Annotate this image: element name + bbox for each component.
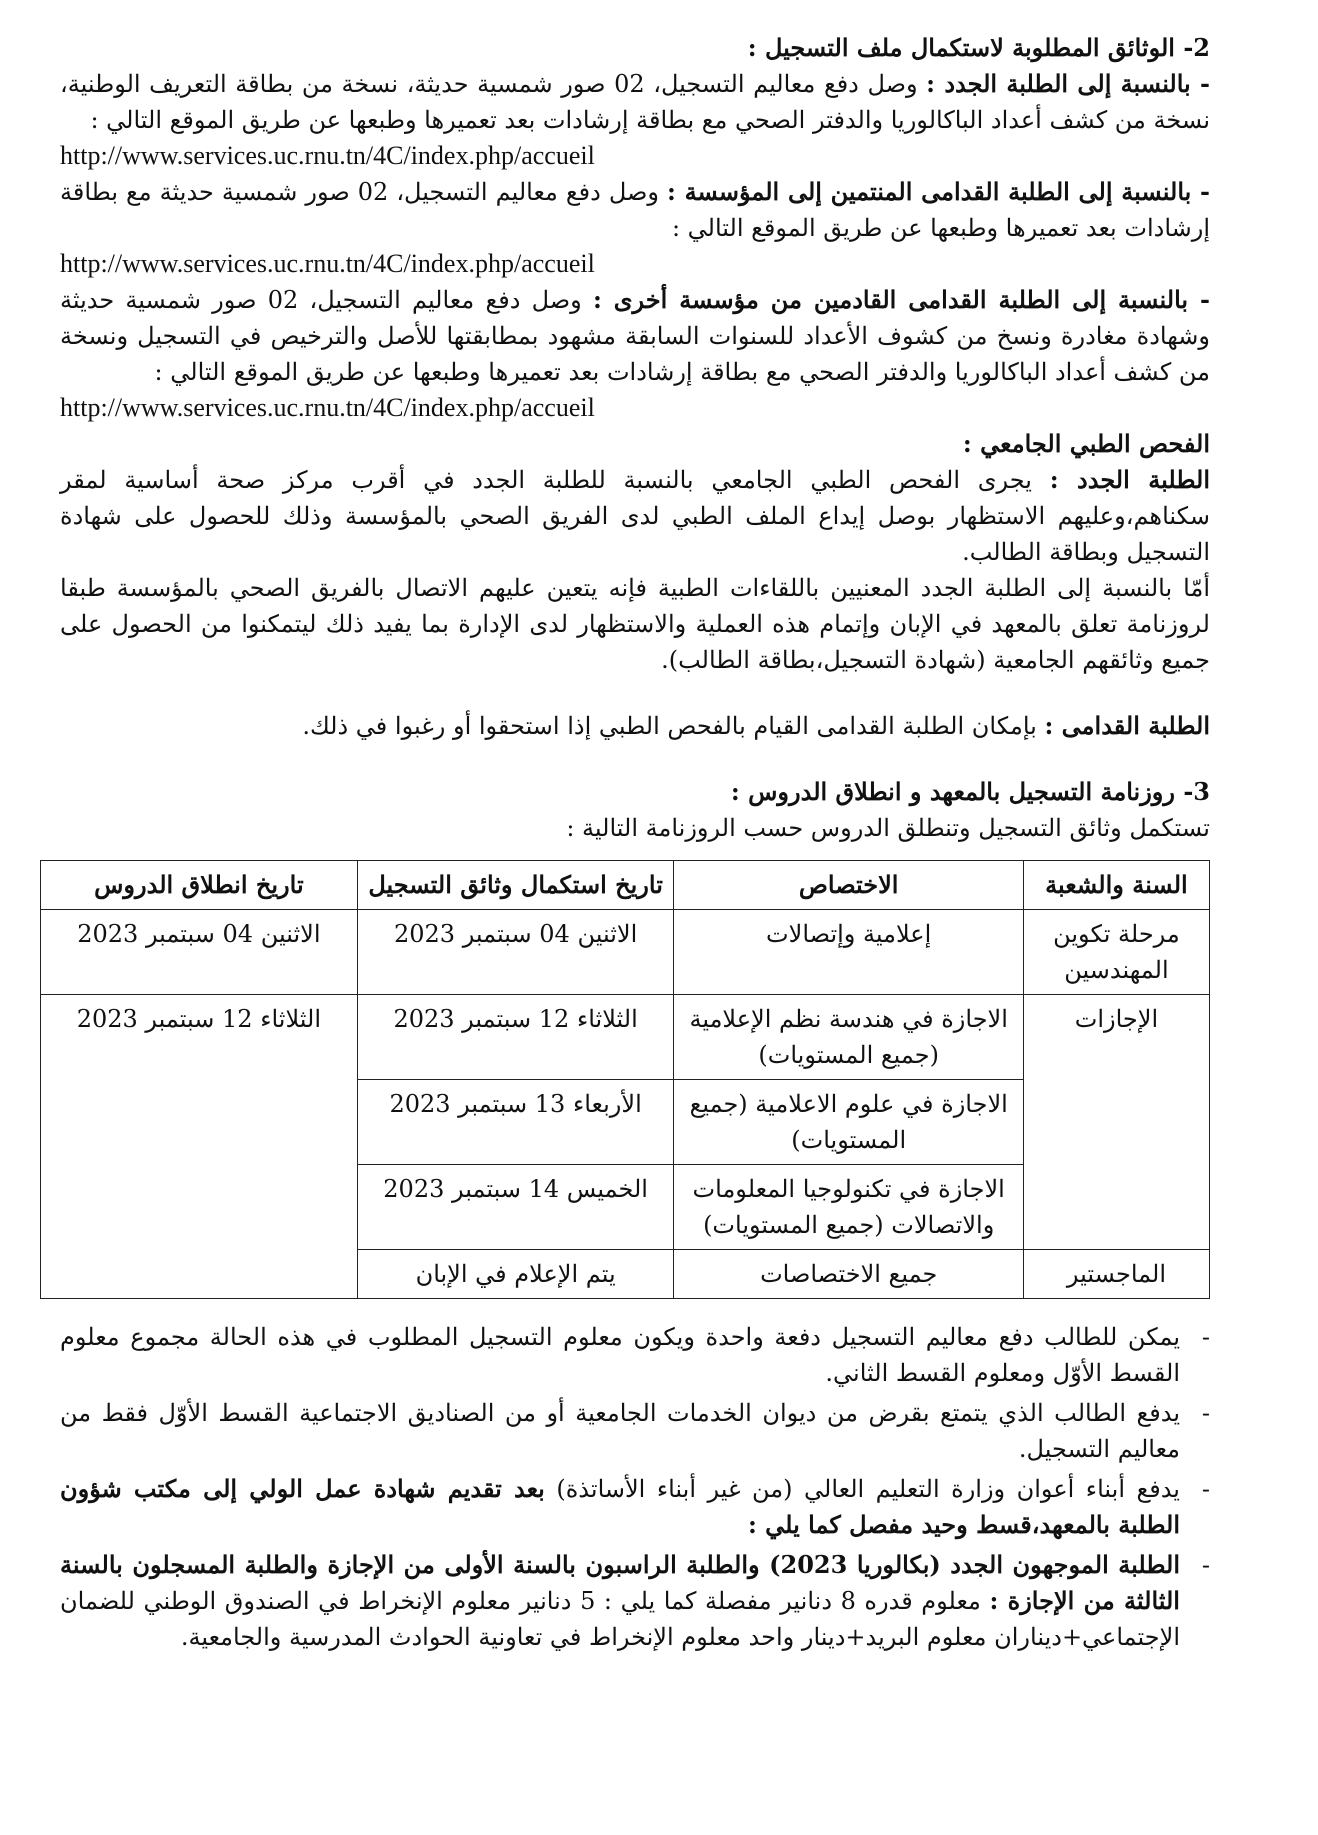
cell-year: مرحلة تكوين المهندسين bbox=[1023, 910, 1209, 995]
list-item: - يمكن للطالب دفع معاليم التسجيل دفعة واحدة ويكون معلوم التسجيل المطلوب في هذه الحالة مجموع معلوم القسط الأوّل ومعلوم القسط الثاني. bbox=[60, 1319, 1180, 1391]
old-students-docs bbox=[60, 174, 1210, 246]
transfer-students-text: وصل دفع معاليم التسجيل، 02 صور شمسية حديثة وشهادة مغادرة ونسخ من كشوف الأعداد للسنوات السابقة مشهود بمطابقتها للأصل والترخيص في التسجيل ونسخة من كشف أعداد الباكالوريا والدفتر الصحي مع بطاقة إرشادات بعد تعميرها وطبعها عن طريق الموقع التالي : bbox=[60, 286, 1210, 386]
header-reg-date: تاريخ استكمال وثائق التسجيل bbox=[357, 861, 674, 910]
new-students-text: وصل دفع معاليم التسجيل، 02 صور شمسية حديثة، نسخة من بطاقة التعريف الوطنية، نسخة من كشف أعداد الباكالوريا والدفتر الصحي مع بطاقة إرشادات بعد تعميرها وطبعها عن طريق الموقع التالي : bbox=[60, 70, 1210, 134]
medical-concerned: أمّا بالنسبة إلى الطلبة الجدد المعنيين باللقاءات الطبية فإنه يتعين عليهم الاتصال بالفريق الصحي بالمؤسسة طبقا لروزنامة تعلق بالمعهد في الإبان وإتمام هذه العملية والاستظهار لدى الإدارة بما يفيد ذلك ليتمكنوا من الحصول على جميع وثائقهم الجامعية (شهادة التسجيل،بطاقة الطالب). bbox=[60, 574, 1210, 674]
cell-spec: الاجازة في هندسة نظم الإعلامية (جميع المستويات) bbox=[674, 995, 1023, 1080]
cell-spec: إعلامية وإتصالات bbox=[674, 910, 1023, 995]
notes-list bbox=[60, 1319, 1210, 1655]
cell-reg-date: الأربعاء 13 سبتمبر 2023 bbox=[357, 1080, 674, 1165]
table-row bbox=[41, 1250, 1210, 1299]
transfer-students-label: - بالنسبة إلى الطلبة القدامى القادمين من مؤسسة أخرى : bbox=[592, 285, 1211, 314]
url-link-3[interactable]: http://www.services.uc.rnu.tn/4C/index.php/accueil bbox=[60, 393, 595, 422]
list-item bbox=[60, 1547, 1180, 1655]
note-4-text: معلوم قدره 8 دنانير مفصلة كما يلي : 5 دنانير معلوم الإنخراط في الصندوق الوطني للضمان الإجتماعي+ديناران معلوم البريد+دينار واحد معلوم الإنخراط في تعاونية الحوادث المدرسية والجامعية. bbox=[60, 1587, 1180, 1651]
cell-reg-date: الاثنين 04 سبتمبر 2023 bbox=[357, 910, 674, 995]
medical-new-students bbox=[60, 462, 1210, 570]
cell-start-date bbox=[41, 1165, 358, 1250]
document-page bbox=[60, 30, 1210, 1659]
cell-year: الإجازات bbox=[1023, 995, 1209, 1080]
section-3-title: 3- روزنامة التسجيل بالمعهد و انطلاق الدروس : bbox=[730, 777, 1210, 806]
cell-spec: الاجازة في تكنولوجيا المعلومات والاتصالات (جميع المستويات) bbox=[674, 1165, 1023, 1250]
cell-spec: جميع الاختصاصات bbox=[674, 1250, 1023, 1299]
cell-spec: الاجازة في علوم الاعلامية (جميع المستويات) bbox=[674, 1080, 1023, 1165]
medical-old-text: بإمكان الطلبة القدامى القيام بالفحص الطبي إذا استحقوا أو رغبوا في ذلك. bbox=[302, 712, 1037, 740]
cell-year bbox=[1023, 1080, 1209, 1165]
table-row bbox=[41, 1080, 1210, 1165]
schedule-table bbox=[40, 860, 1210, 1299]
cell-reg-date: الثلاثاء 12 سبتمبر 2023 bbox=[357, 995, 674, 1080]
new-students-docs bbox=[60, 66, 1210, 138]
cell-year: الماجستير bbox=[1023, 1250, 1209, 1299]
table-row bbox=[41, 1165, 1210, 1250]
header-start-date: تاريخ انطلاق الدروس bbox=[41, 861, 358, 910]
cell-start-date bbox=[41, 1080, 358, 1165]
table-header-row bbox=[41, 861, 1210, 910]
cell-start-date bbox=[41, 1250, 358, 1299]
list-item: - يدفع الطالب الذي يتمتع بقرض من ديوان الخدمات الجامعية أو من الصناديق الاجتماعية القسط الأوّل فقط من معاليم التسجيل. bbox=[60, 1395, 1180, 1467]
section-2-title: 2- الوثائق المطلوبة لاستكمال ملف التسجيل : bbox=[747, 33, 1210, 62]
list-item bbox=[60, 1471, 1180, 1543]
medical-new-text: يجرى الفحص الطبي الجامعي بالنسبة للطلبة الجدد في أقرب مركز صحة أساسية لمقر سكناهم،وعليهم الاستظهار بوصل إيداع الملف الطبي لدى الفريق الصحي بالمؤسسة وذلك للحصول على شهادة التسجيل وبطاقة الطالب. bbox=[60, 466, 1210, 566]
new-students-label: - بالنسبة إلى الطلبة الجدد : bbox=[926, 69, 1210, 98]
header-year: السنة والشعبة bbox=[1023, 861, 1209, 910]
section-3-intro: تستكمل وثائق التسجيل وتنطلق الدروس حسب الروزنامة التالية : bbox=[566, 814, 1210, 842]
note-3-bold: بعد تقديم شهادة عمل الولي إلى مكتب شؤون الطلبة بالمعهد،قسط وحيد مفصل كما يلي : bbox=[60, 1474, 1180, 1539]
table-row bbox=[41, 910, 1210, 995]
cell-start-date: الثلاثاء 12 سبتمبر 2023 bbox=[41, 995, 358, 1080]
note-3-text: يدفع أبناء أعوان وزارة التعليم العالي (من غير أبناء الأساتذة) bbox=[556, 1475, 1180, 1503]
medical-new-label: الطلبة الجدد : bbox=[1049, 465, 1210, 494]
medical-old-students bbox=[60, 708, 1210, 744]
header-spec: الاختصاص bbox=[674, 861, 1023, 910]
medical-title: الفحص الطبي الجامعي : bbox=[962, 429, 1210, 458]
table-row bbox=[41, 995, 1210, 1080]
url-link-1[interactable]: http://www.services.uc.rnu.tn/4C/index.php/accueil bbox=[60, 141, 595, 170]
note-4-label: الطلبة الموجهون الجدد (بكالوريا 2023) والطلبة الراسبون بالسنة الأولى من الإجازة والطلبة المسجلون بالسنة الثالثة من الإجازة : bbox=[60, 1550, 1180, 1615]
cell-year bbox=[1023, 1165, 1209, 1250]
cell-reg-date: يتم الإعلام في الإبان bbox=[357, 1250, 674, 1299]
cell-reg-date: الخميس 14 سبتمبر 2023 bbox=[357, 1165, 674, 1250]
medical-old-label: الطلبة القدامى : bbox=[1044, 711, 1210, 740]
old-students-label: - بالنسبة إلى الطلبة القدامى المنتمين إلى المؤسسة : bbox=[666, 177, 1211, 206]
transfer-students-docs bbox=[60, 282, 1210, 390]
old-students-text: وصل دفع معاليم التسجيل، 02 صور شمسية حديثة مع بطاقة إرشادات بعد تعميرها وطبعها عن طريق الموقع التالي : bbox=[60, 178, 1210, 242]
url-link-2[interactable]: http://www.services.uc.rnu.tn/4C/index.php/accueil bbox=[60, 249, 595, 278]
cell-start-date: الاثنين 04 سبتمبر 2023 bbox=[41, 910, 358, 995]
